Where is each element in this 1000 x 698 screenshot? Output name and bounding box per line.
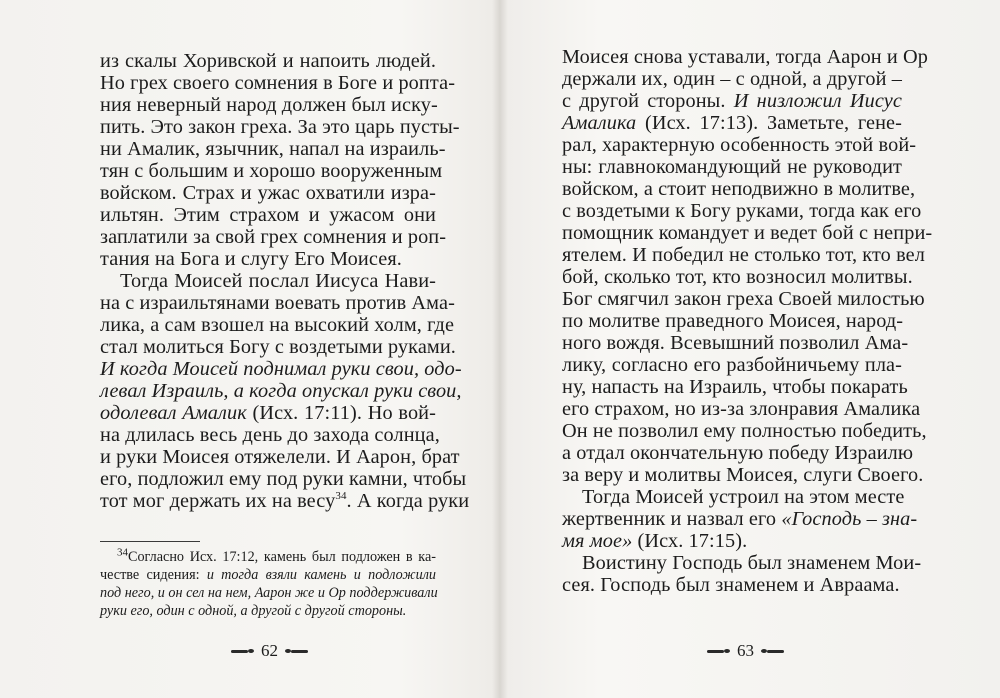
text-run: пить. Это закон греха. За это царь пусты- — [100, 116, 460, 138]
text-line — [562, 288, 925, 310]
text-line — [562, 112, 902, 134]
text-run: Но грех своего сомнения в Боге и ропта- — [100, 72, 456, 94]
text-line — [562, 354, 902, 376]
italic-quote: и тогда взяли камень и подложили — [206, 567, 436, 583]
italic-quote: левал Израиль, а когда опускал руки свои, — [100, 380, 462, 402]
text-run: ну, напасть на Израиль, чтобы покарать — [562, 376, 908, 398]
footnote-ref: 34 — [335, 490, 347, 503]
text-line — [562, 398, 921, 420]
text-line — [100, 270, 436, 292]
text-run: его страхом, но из-за злонравия Амалика — [562, 398, 921, 420]
text-run: сея. Господь был знаменем и Авраама. — [562, 574, 900, 596]
text-line — [562, 178, 916, 200]
text-line — [562, 266, 913, 288]
page-number-left — [231, 641, 308, 661]
text-run: заплатили за свой грех сомнения и роп- — [100, 226, 447, 248]
text-line — [562, 442, 914, 464]
text-line — [562, 156, 902, 178]
footnote-line — [100, 584, 436, 602]
left-page-body — [100, 50, 470, 512]
page-number-right — [707, 641, 784, 661]
text-run: на длилась весь день до захода солнца, — [100, 424, 440, 446]
text-line — [562, 552, 922, 574]
right-page-body — [562, 46, 933, 596]
text-run: . А когда руки — [346, 490, 470, 512]
text-line — [562, 486, 905, 508]
text-run: а отдал окончательную победу Израилю — [562, 442, 914, 464]
page-number: 63 — [737, 641, 754, 660]
text-run: ятелем. И победил не столько тот, кто вел — [562, 244, 925, 266]
text-run: ния неверный народ должен был иску- — [100, 94, 438, 116]
italic-quote: одолевал Амалик — [100, 402, 247, 424]
text-run: Моисея снова уставали, тогда Аарон и Ор — [562, 46, 929, 68]
text-line — [100, 358, 462, 380]
text-line — [562, 244, 925, 266]
text-run: помощник командует и ведет бой с непри- — [562, 222, 933, 244]
text-run: тот мог держать их на весу — [100, 490, 336, 512]
text-line — [100, 248, 436, 270]
text-run: Тогда Моисей устроил на этом месте — [582, 486, 905, 508]
text-run: лика, а сам взошел на высокий холм, где — [100, 314, 455, 336]
text-line — [562, 332, 909, 354]
text-run: Согласно Исх. 17:12, камень был подложен в ка- — [128, 549, 436, 565]
footnote — [100, 548, 436, 620]
text-line — [100, 72, 456, 94]
text-line — [100, 182, 436, 204]
text-run: ного вождя. Всевышний позволил Ама- — [562, 332, 909, 354]
footnote-line — [100, 602, 436, 620]
text-run: держали их, один – с одной, а другой – — [562, 68, 902, 90]
text-line — [100, 292, 455, 314]
text-line — [100, 50, 436, 72]
text-line — [562, 508, 918, 530]
text-run: за веру и молитвы Моисея, слуги Своего. — [562, 464, 924, 486]
italic-quote: мя мое» — [562, 530, 633, 552]
text-run: Он не позволил ему полностью победить, — [562, 420, 927, 442]
text-run: (Исх. 17:13). Заметьте, гене- — [636, 112, 902, 134]
right-page — [500, 0, 1000, 698]
text-line — [562, 134, 917, 156]
footnote-rule — [100, 541, 200, 542]
text-line — [100, 204, 436, 226]
ornament-right-icon — [286, 649, 308, 653]
text-line — [562, 200, 922, 222]
text-run: бой, сколько тот, кто возносил молитвы. — [562, 266, 913, 288]
ornament-left-icon — [231, 649, 253, 653]
text-run: с воздетыми к Богу руками, тогда как его — [562, 200, 922, 222]
text-line — [100, 94, 436, 116]
footnote-ref: 34 — [117, 546, 128, 559]
text-line — [100, 226, 447, 248]
italic-quote: «Господь – зна- — [781, 508, 918, 530]
text-line — [100, 380, 462, 402]
text-run: (Исх. 17:11). Но вой- — [246, 402, 436, 424]
text-line — [100, 490, 470, 512]
text-line — [562, 310, 902, 332]
text-run: его, подложил ему под руки камни, чтобы — [100, 468, 467, 490]
text-line — [100, 116, 460, 138]
text-line — [562, 90, 902, 112]
text-line — [100, 314, 455, 336]
text-run: из скалы Хоривской и напоить людей. — [100, 50, 436, 72]
text-line — [562, 574, 902, 596]
ornament-left-icon — [707, 649, 729, 653]
text-run: с другой стороны. — [562, 90, 734, 112]
text-line — [100, 402, 436, 424]
text-line — [100, 468, 467, 490]
text-run: ильтян. Этим страхом и ужасом они — [100, 204, 436, 226]
text-run: честве сидения: — [100, 567, 207, 583]
text-line — [100, 138, 446, 160]
text-run: Бог смягчил закон греха Своей милостью — [562, 288, 925, 310]
italic-quote: руки его, один с одной, а другой с другой стороны. — [100, 603, 407, 619]
text-line — [562, 420, 927, 442]
text-run: и руки Моисея отяжелели. И Аарон, брат — [100, 446, 460, 468]
text-run: (Исх. 17:15). — [632, 530, 748, 552]
text-line — [562, 46, 929, 68]
text-run: рал, характерную особенность этой вой- — [562, 134, 917, 156]
text-line — [562, 68, 902, 90]
text-run: ни Амалик, язычник, напал на израиль- — [100, 138, 446, 160]
text-run: ны: главнокомандующий не руководит — [562, 156, 902, 178]
italic-quote: Амалика — [562, 112, 637, 134]
text-run: по молитве праведного Моисея, народ- — [562, 310, 904, 332]
text-run: на с израильтянами воевать против Ама- — [100, 292, 455, 314]
italic-quote: И низложил Иисус — [733, 90, 902, 112]
ornament-right-icon — [762, 649, 784, 653]
text-line — [100, 446, 460, 468]
footnote-line — [100, 566, 436, 584]
italic-quote: И когда Моисей поднимал руки свои, одо- — [100, 358, 462, 380]
text-run: Воистину Господь был знаменем Мои- — [582, 552, 922, 574]
text-run: войском. Страх и ужас охватили изра- — [100, 182, 436, 204]
text-run: тян с большим и хорошо вооруженным — [100, 160, 443, 182]
text-run: войском, а стоит неподвижно в молитве, — [562, 178, 916, 200]
italic-quote: под него, и он сел на нем, Аарон же и Ор поддерживали — [100, 585, 438, 601]
text-run: лику, согласно его разбойничьему пла- — [562, 354, 902, 376]
text-line — [100, 336, 456, 358]
text-run: стал молиться Богу с воздетыми руками. — [100, 336, 456, 358]
text-line — [562, 530, 902, 552]
text-line — [562, 376, 908, 398]
text-run: жертвенник и назвал его — [562, 508, 782, 530]
page-number: 62 — [261, 641, 278, 660]
footnote-line — [100, 548, 436, 566]
text-line — [100, 424, 440, 446]
text-run: Тогда Моисей послал Иисуса Нави- — [120, 270, 436, 292]
text-line — [562, 464, 924, 486]
text-line — [562, 222, 933, 244]
text-run: тания на Бога и слугу Его Моисея. — [100, 248, 402, 270]
text-line — [100, 160, 443, 182]
